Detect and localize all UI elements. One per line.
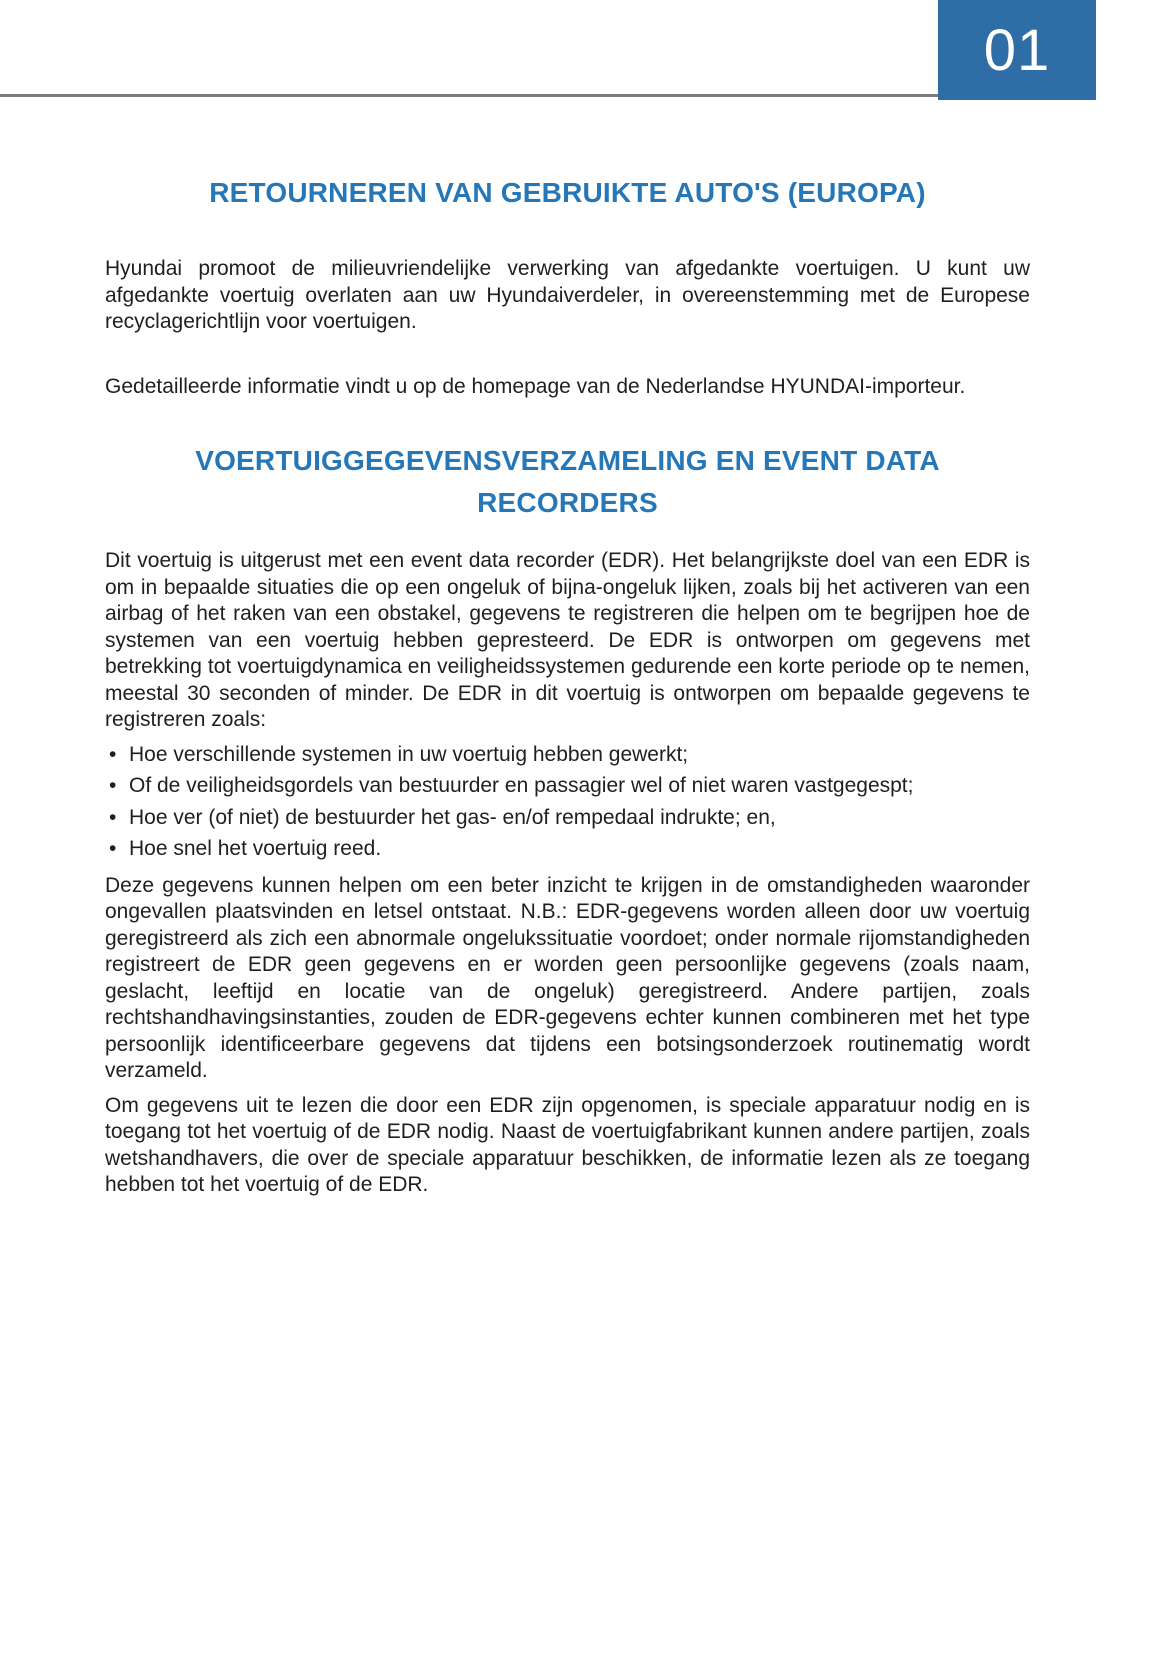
bullet-item [105, 836, 1030, 863]
bullet-item-text: Hoe snel het voertuig reed. [129, 837, 382, 860]
paragraph: Hyundai promoot de milieuvriendelijke verwerking van afgedankte voertuigen. U kunt uw afgedankte voertuig overlaten aan uw Hyundaiverdeler, in overeenstemming met de Europese recyclagerichtlijn voor voertuigen. [105, 257, 1030, 333]
header-divider [0, 94, 938, 97]
paragraph: Deze gegevens kunnen helpen om een beter inzicht te krijgen in de omstandigheden waaronder ongevallen plaatsvinden en letsel ontstaat. N.B.: EDR-gegevens worden alleen door uw voertuig geregistreerd als zich een abnormale ongelukssituatie voordoet; onder normale rijomstandigheden registreert de EDR geen gegevens en er worden geen persoonlijke gegevens (zoals naam, geslacht, leeftijd en locatie van de ongeluk) geregistreerd. Andere partijen, zoals rechtshandhavingsinstanties, zouden de EDR-gegevens echter kunnen combineren met het type persoonlijk identificeerbare gegevens dat tijdens een botsingsonderzoek routinematig wordt verzameld. [105, 873, 1030, 1082]
bullet-list [105, 742, 1030, 863]
paragraph: Om gegevens uit te lezen die door een EDR zijn opgenomen, is speciale apparatuur nodig en is toegang tot het voertuig of de EDR nodig. Naast de voertuigfabrikant kunnen andere partijen, zoals wetshandhavers, die over de speciale apparatuur beschikken, de informatie lezen als ze toegang hebben tot het voertuig of de EDR. [105, 1093, 1030, 1196]
chapter-number-badge: 01 [938, 0, 1096, 100]
bullet-item-text: Hoe ver (of niet) de bestuurder het gas- en/of rempedaal indrukte; en, [129, 805, 776, 829]
bullet-marker: • [109, 837, 117, 860]
section-heading: RETOURNEREN VAN GEBRUIKTE AUTO'S (EUROPA) [209, 177, 926, 208]
bullet-item-text: Of de veiligheidsgordels van bestuurder en passagier wel of niet waren vastgegespt; [129, 774, 914, 797]
bullet-item [105, 742, 1030, 769]
section-returning-used-cars [105, 172, 1030, 400]
paragraph: Gedetailleerde informatie vindt u op de homepage van de Nederlandse HYUNDAI-importeur. [105, 374, 966, 398]
bullet-item [105, 805, 1030, 832]
bullet-marker: • [109, 742, 117, 766]
paragraph: Dit voertuig is uitgerust met een event data recorder (EDR). Het belangrijkste doel van een EDR is om in bepaalde situaties die op een ongeluk of bijna-ongeluk lijken, zoals bij het activeren van een airbag of het raken van een obstakel, gegevens te registreren die helpen om te begrijpen hoe de systemen van een voertuig hebben gepresteerd. De EDR is ontworpen om gegevens met betrekking tot voertuigdynamica en veiligheidssystemen gedurende een korte periode op te nemen, meestal 30 seconden of minder. De EDR in dit voertuig is ontworpen om bepaalde gegevens te registreren zoals: [105, 549, 1030, 731]
bullet-marker: • [109, 774, 117, 797]
bullet-item-text: Hoe verschillende systemen in uw voertuig hebben gewerkt; [129, 742, 689, 766]
section-event-data-recorders [105, 440, 1030, 1199]
section-heading: VOERTUIGGEGEVENSVERZAMELING EN EVENT DATA RECORDERS [195, 445, 940, 518]
page-content [105, 150, 1030, 1207]
bullet-marker: • [109, 805, 117, 829]
bullet-item [105, 773, 1030, 800]
